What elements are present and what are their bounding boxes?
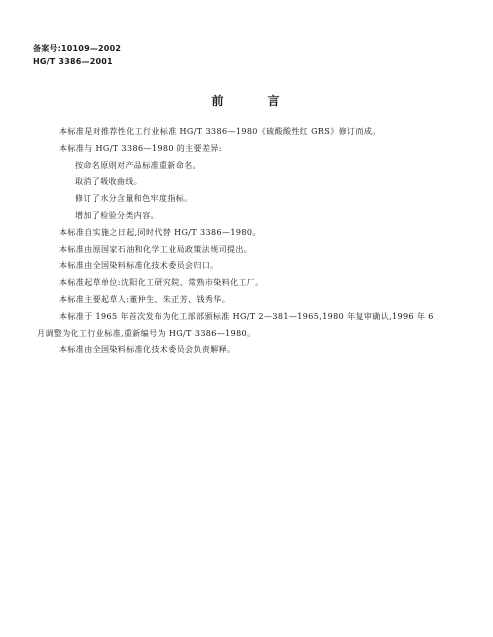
filing-number: 备案号:10109—2002	[33, 44, 122, 53]
list-item-inspection: 增加了检验分类内容。	[75, 210, 159, 220]
standard-number: HG/T 3386—2001	[33, 57, 113, 66]
paragraph-drafters: 本标准主要起草人:董仲生、朱正芳、钱秀华。	[59, 294, 231, 304]
page-title	[0, 92, 493, 109]
paragraph-administered-by: 本标准由全国染料标准化技术委员会归口。	[59, 261, 219, 271]
paragraph-differences: 本标准与 HG/T 3386—1980 的主要差异:	[59, 143, 222, 153]
list-item-moisture: 修订了水分含量和色牢度指标。	[75, 194, 193, 204]
paragraph-proposed-by: 本标准由原国家石油和化学工业局政策法规司提出。	[59, 244, 253, 254]
list-item-absorption: 取消了吸收曲线。	[75, 177, 143, 187]
list-item-naming: 按命名原则对产品标准重新命名。	[75, 160, 201, 170]
paragraph-interpretation: 本标准由全国染料标准化技术委员会负责解释。	[59, 345, 236, 355]
paragraph-history-line1: 本标准于 1965 年首次发布为化工部部颁标准 HG/T 2—381—1965,1980 年复审确认,1996 年 6	[59, 311, 434, 321]
foreword-body	[37, 124, 459, 359]
paragraph-drafting-units: 本标准起草单位:沈阳化工研究院、常熟市染料化工厂。	[59, 278, 264, 288]
document-header	[33, 42, 121, 68]
paragraph-revision: 本标准是对推荐性化工行业标准 HG/T 3386—1980《硫酸酸性红 GRS》修订而成。	[59, 127, 381, 136]
title-char-1: 前	[211, 94, 226, 108]
title-char-2: 言	[267, 94, 282, 108]
paragraph-replaces: 本标准自实施之日起,同时代替 HG/T 3386—1980。	[59, 227, 261, 237]
paragraph-history-line2: 月调整为化工行业标准,重新编号为 HG/T 3386—1980。	[37, 328, 256, 338]
